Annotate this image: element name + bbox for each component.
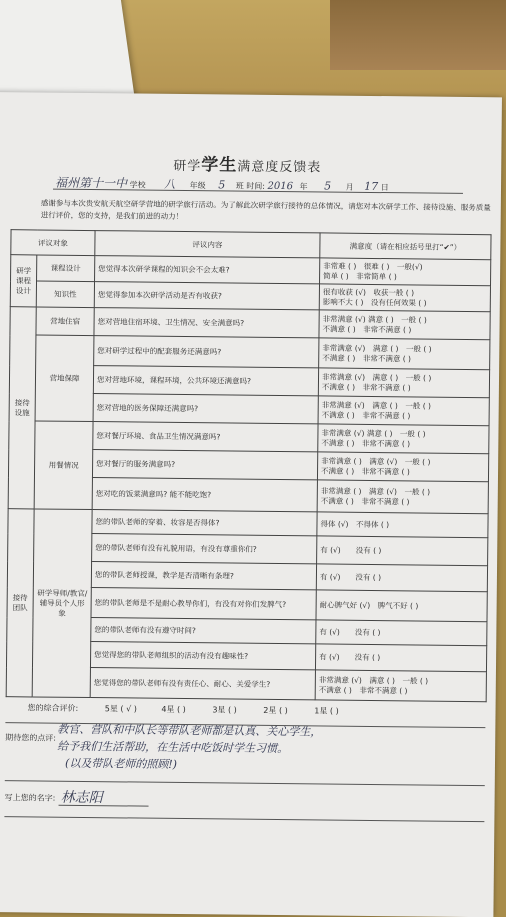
comment-line-1: 教官、营队和中队长等带队老师都是认真、关心学生，	[57, 722, 322, 739]
rating-4-star: 4星 ( )	[161, 704, 186, 715]
options-cell: 非常满意 ( ) 满意 (√) 一般 ( ) 不满意 ( ) 非常不满意 ( )	[317, 480, 488, 514]
options-cell: 耐心脾气好 (√) 脾气不好 ( )	[316, 590, 487, 622]
rating-2-star: 2星 ( )	[263, 705, 288, 716]
overall-label: 您的综合评价:	[27, 703, 79, 713]
options-cell: 非常满意 ( ) 满意 (√) 一般 ( ) 不满意 ( ) 非常不满意 ( )	[317, 452, 488, 482]
comment-label: 期待您的点评:	[5, 733, 56, 743]
category-cell: 研学课程设计	[10, 255, 37, 307]
feedback-table	[6, 229, 492, 702]
question-cell: 您对研学过程中的配套服务还满意吗?	[94, 336, 319, 368]
question-cell: 您的带队老师授课，教学是否清晰有条理?	[91, 562, 316, 590]
day-label: 日	[380, 183, 389, 193]
question-cell: 您的带队老师是不是耐心教导你们，有没有对你们发脾气?	[91, 588, 316, 620]
table-row	[9, 421, 489, 454]
form-title: 研学学生满意度反馈表	[173, 155, 322, 176]
question-cell: 您的带队老师的穿着、妆容是否得体?	[92, 510, 317, 536]
question-cell: 您觉得参加本次研学活动是否有收获?	[94, 282, 319, 310]
header-object: 评议对象	[11, 230, 95, 256]
question-cell: 您对餐厅环境、食品卫生情况满意吗?	[93, 422, 318, 452]
question-cell: 您对营地环境，课程环境，公共环境还满意吗?	[93, 366, 318, 396]
header-satisfaction: 满意度（请在相应括号里打“✔”）	[320, 233, 491, 260]
cardboard-box	[330, 0, 506, 70]
section-divider	[4, 816, 484, 822]
rating-5-star: 5星 ( √ )	[104, 704, 137, 714]
options-cell: 非常满意 (√) 满意 ( ) 一般 ( ) 不满意 ( ) 非常不满意 ( )	[315, 670, 486, 702]
question-cell: 您的带队老师有没有礼貌用语，有没有尊重你们?	[92, 534, 317, 564]
question-cell: 您对营地的医务保障还满意吗?	[93, 394, 318, 424]
category-cell: 接待团队	[6, 509, 34, 697]
school-label: 学校	[129, 180, 146, 190]
options-cell: 有 (√) 没有 ( )	[316, 564, 487, 592]
question-cell: 您对营地住宿环境、卫生情况、安全满意吗?	[94, 308, 319, 338]
grade-label: 年级	[189, 181, 206, 191]
subcategory-cell: 营地保障	[35, 335, 94, 422]
day-value: 17	[364, 179, 379, 194]
options-cell: 非常满意 (√) 满意 ( ) 一般 ( ) 不满意 ( ) 非常不满意 ( )	[319, 310, 490, 340]
table-row	[10, 335, 490, 370]
subcategory-cell: 用餐情况	[34, 421, 93, 510]
grade-value: 八	[164, 177, 176, 191]
question-cell: 您觉得您的带队老师组织的活动有没有趣味性?	[90, 642, 315, 670]
options-cell: 非常满意 (√) 满意 ( ) 一般 ( ) 不满意 ( ) 非常不满意 ( )	[318, 424, 489, 454]
question-cell: 您觉得本次研学课程的知识会不会太难?	[95, 256, 320, 284]
class-value: 5	[218, 178, 226, 192]
overall-rating	[27, 702, 487, 718]
subcategory-cell: 知识性	[36, 281, 94, 308]
header-content: 评议内容	[95, 231, 320, 258]
question-cell: 您对餐厅的服务满意吗?	[92, 450, 317, 480]
category-cell: 接待设施	[8, 307, 36, 509]
options-cell: 有 (√) 没有 ( )	[315, 644, 486, 672]
year-label: 年	[299, 182, 308, 192]
options-cell: 有 (√) 没有 ( )	[316, 620, 487, 646]
question-cell: 您的带队老师有没有遵守时间?	[91, 618, 316, 644]
section-divider	[5, 780, 485, 786]
intro-text: 感谢参与本次贵安航天航空研学营地的研学旅行活动。为了解此次研学旅行接待的总体情况，请您对本次研学工作、接待设施、服务质量进行评价，您的支持，是我们前进的动力！	[40, 198, 491, 221]
subcategory-cell: 研学导师/教官/辅导员个人形象	[32, 509, 92, 698]
month-label: 月	[345, 182, 354, 192]
options-cell: 很有收获 (√) 收获一般 ( ) 影响不大 ( ) 没有任何效果 ( )	[319, 284, 490, 312]
question-cell: 您对吃的饭菜满意吗? 能不能吃饱?	[92, 478, 317, 512]
rating-3-star: 3星 ( )	[212, 705, 237, 715]
question-cell: 您觉得您的带队老师有没有责任心、耐心、关爱学生?	[90, 668, 315, 700]
options-cell: 非常满意 (√) 满意 ( ) 一般 ( ) 不满意 ( ) 非常不满意 ( )	[318, 368, 489, 398]
month-value: 5	[324, 179, 332, 193]
options-cell: 非常满意 (√) 满意 ( ) 一般 ( ) 不满意 ( ) 非常不满意 ( )	[319, 338, 490, 370]
rating-1-star: 1星 ( )	[314, 706, 339, 716]
table-row	[8, 509, 488, 538]
options-cell: 得体 (√) 不得体 ( )	[317, 512, 488, 538]
options-cell: 非常满意 (√) 满意 ( ) 一般 ( ) 不满意 ( ) 非常不满意 ( )	[318, 396, 489, 426]
comment-line-3: (以及带队老师的照顾!)	[64, 756, 178, 771]
year-value: 2016	[267, 180, 294, 193]
subcategory-cell: 课程设计	[37, 255, 95, 282]
comment-line-2: 给予我们生活帮助，在生活中吃饭时学生习惯。	[57, 739, 289, 756]
signature-label: 写上您的名字:	[4, 793, 56, 803]
options-cell: 非常难 ( ) 很难 ( ) 一般(√) 简单 ( ) 非常简单 ( )	[320, 258, 491, 286]
school-value: 福州第十一中	[54, 175, 128, 191]
class-label: 班 时间:	[235, 181, 266, 191]
subcategory-cell: 营地住宿	[36, 307, 94, 336]
options-cell: 有 (√) 没有 ( )	[317, 536, 488, 566]
feedback-form-sheet	[0, 92, 502, 917]
signature-name: 林志阳	[60, 789, 103, 807]
